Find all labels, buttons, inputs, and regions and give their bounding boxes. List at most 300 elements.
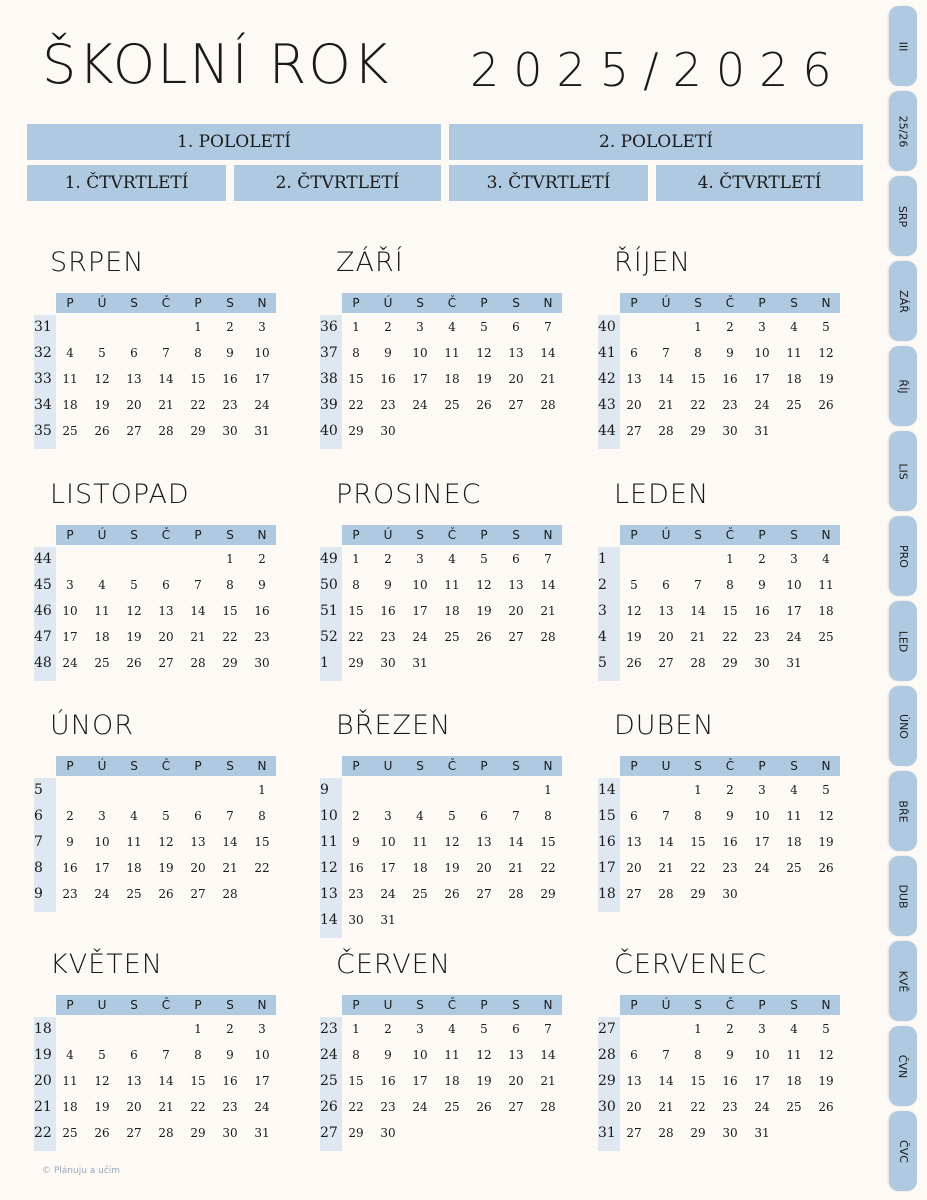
day-cell: 12 [158, 835, 174, 849]
day-cell: 29 [190, 424, 206, 438]
day-cell: 28 [222, 887, 238, 901]
day-cell: 1 [258, 783, 266, 797]
weekday-label: N [543, 528, 553, 542]
weekday-label: N [821, 759, 831, 773]
day-cell: 1 [194, 320, 202, 334]
week-number: 16 [598, 834, 616, 850]
day-cell: 3 [258, 320, 266, 334]
day-cell: 23 [348, 887, 364, 901]
week-number: 28 [598, 1047, 616, 1063]
day-cell: 19 [94, 1100, 110, 1114]
weekday-label: P [480, 759, 488, 773]
day-cell: 20 [508, 372, 524, 386]
week-number: 1 [598, 551, 607, 567]
day-cell: 23 [722, 1100, 738, 1114]
side-tabs [889, 0, 927, 1200]
day-cell: 5 [822, 320, 830, 334]
day-cell: 1 [544, 783, 552, 797]
day-cell: 16 [348, 861, 364, 875]
weekday-label: P [630, 296, 638, 310]
day-cell: 12 [818, 809, 834, 823]
day-cell: 11 [786, 809, 802, 823]
day-cell: 29 [690, 424, 706, 438]
day-cell: 8 [694, 809, 702, 823]
day-cell: 5 [98, 1048, 106, 1062]
week-number: 12 [320, 860, 338, 876]
day-cell: 29 [222, 656, 238, 670]
week-number: 9 [320, 782, 329, 798]
day-cell: 16 [62, 861, 78, 875]
day-cell: 22 [190, 1100, 206, 1114]
weekday-label: P [66, 998, 74, 1012]
day-cell: 3 [384, 809, 392, 823]
weekday-label: U [661, 759, 671, 773]
day-cell: 5 [822, 783, 830, 797]
day-cell: 14 [658, 1074, 674, 1088]
day-cell: 19 [126, 630, 142, 644]
day-cell: 29 [540, 887, 556, 901]
day-cell: 3 [758, 320, 766, 334]
weekday-label: N [543, 759, 553, 773]
weekday-label: P [480, 528, 488, 542]
day-cell: 25 [786, 861, 802, 875]
day-cell: 16 [222, 1074, 238, 1088]
day-cell: 21 [658, 398, 674, 412]
week-number: 9 [34, 886, 43, 902]
day-cell: 4 [448, 1022, 456, 1036]
weekday-label: N [821, 528, 831, 542]
day-cell: 9 [726, 809, 734, 823]
day-cell: 17 [754, 372, 770, 386]
tab-label: ŘÍJ [896, 378, 910, 394]
weekday-label: P [352, 528, 360, 542]
day-cell: 2 [758, 552, 766, 566]
day-cell: 18 [444, 372, 460, 386]
week-number: 47 [34, 629, 52, 645]
day-cell: 10 [412, 346, 428, 360]
day-cell: 14 [658, 835, 674, 849]
day-cell: 5 [98, 346, 106, 360]
weekday-label: Č [725, 998, 735, 1012]
tab-13[interactable] [889, 1026, 917, 1106]
day-cell: 10 [786, 578, 802, 592]
weekday-label: N [821, 998, 831, 1012]
quarter-4-bar: 4. ČTVRTLETÍ [656, 165, 863, 201]
day-cell: 20 [476, 861, 492, 875]
weekday-label: S [226, 759, 234, 773]
week-number: 51 [320, 603, 338, 619]
day-cell: 4 [130, 809, 138, 823]
weekday-label: S [416, 759, 424, 773]
day-cell: 4 [448, 320, 456, 334]
day-cell: 10 [754, 346, 770, 360]
day-cell: 17 [754, 1074, 770, 1088]
day-cell: 12 [94, 372, 110, 386]
week-number: 14 [598, 782, 616, 798]
tab-6[interactable] [889, 431, 917, 511]
month-name: KVĚTEN [50, 949, 163, 980]
day-cell: 17 [254, 1074, 270, 1088]
day-cell: 18 [412, 861, 428, 875]
day-cell: 9 [226, 1048, 234, 1062]
day-cell: 15 [690, 1074, 706, 1088]
day-cell: 29 [690, 887, 706, 901]
day-cell: 4 [416, 809, 424, 823]
day-cell: 11 [94, 604, 110, 618]
weekday-label: S [694, 296, 702, 310]
week-number: 38 [320, 371, 338, 387]
tab-4[interactable] [889, 261, 917, 341]
tab-label: BŘE [896, 799, 910, 823]
day-cell: 5 [162, 809, 170, 823]
day-cell: 22 [348, 1100, 364, 1114]
weekday-label: Ú [661, 998, 671, 1012]
day-cell: 17 [412, 604, 428, 618]
day-cell: 21 [658, 1100, 674, 1114]
day-cell: 26 [818, 861, 834, 875]
tab-11[interactable] [889, 856, 917, 936]
tab-9[interactable] [889, 686, 917, 766]
day-cell: 21 [158, 398, 174, 412]
weekday-label: Č [725, 759, 735, 773]
tab-label: ČVN [896, 1054, 910, 1078]
day-cell: 2 [384, 1022, 392, 1036]
day-cell: 28 [690, 656, 706, 670]
day-cell: 14 [658, 372, 674, 386]
week-number: 1 [320, 655, 329, 671]
day-cell: 23 [380, 398, 396, 412]
day-cell: 27 [626, 424, 642, 438]
weekday-label: N [257, 528, 267, 542]
day-cell: 7 [662, 346, 670, 360]
day-cell: 7 [544, 552, 552, 566]
day-cell: 23 [722, 398, 738, 412]
week-number: 44 [598, 423, 616, 439]
day-cell: 8 [226, 578, 234, 592]
tab-1[interactable] [889, 6, 917, 86]
day-cell: 5 [480, 320, 488, 334]
week-number: 24 [320, 1047, 338, 1063]
weekday-label: S [694, 759, 702, 773]
day-cell: 15 [348, 604, 364, 618]
day-cell: 30 [254, 656, 270, 670]
day-cell: 11 [62, 372, 78, 386]
day-cell: 21 [190, 630, 206, 644]
day-cell: 12 [818, 1048, 834, 1062]
weekday-label: P [480, 998, 488, 1012]
day-cell: 18 [126, 861, 142, 875]
day-cell: 4 [790, 320, 798, 334]
weekday-header [620, 525, 840, 545]
day-cell: 14 [508, 835, 524, 849]
quarter-1-bar: 1. ČTVRTLETÍ [27, 165, 226, 201]
day-cell: 18 [786, 835, 802, 849]
day-cell: 22 [190, 398, 206, 412]
day-cell: 2 [258, 552, 266, 566]
month-name: SRPEN [50, 247, 145, 278]
day-cell: 17 [380, 861, 396, 875]
day-cell: 24 [754, 398, 770, 412]
weekday-header [342, 525, 562, 545]
day-cell: 14 [540, 346, 556, 360]
week-number: 7 [34, 834, 43, 850]
day-cell: 15 [222, 604, 238, 618]
weekday-label: Ú [97, 528, 107, 542]
weekday-label: U [383, 759, 393, 773]
week-number: 40 [320, 423, 338, 439]
month-name: ÚNOR [50, 710, 134, 741]
day-cell: 23 [380, 630, 396, 644]
tab-3[interactable] [889, 176, 917, 256]
day-cell: 11 [786, 346, 802, 360]
day-cell: 19 [158, 861, 174, 875]
week-number: 42 [598, 371, 616, 387]
day-cell: 18 [786, 372, 802, 386]
week-number: 18 [34, 1021, 52, 1037]
weekday-label: S [694, 998, 702, 1012]
weekday-label: N [257, 296, 267, 310]
day-cell: 12 [626, 604, 642, 618]
day-cell: 10 [380, 835, 396, 849]
day-cell: 27 [508, 398, 524, 412]
weekday-label: P [758, 528, 766, 542]
weekday-label: S [226, 528, 234, 542]
day-cell: 20 [508, 1074, 524, 1088]
day-cell: 31 [380, 913, 396, 927]
day-cell: 25 [444, 630, 460, 644]
day-cell: 13 [626, 1074, 642, 1088]
day-cell: 1 [352, 320, 360, 334]
week-number: 39 [320, 397, 338, 413]
day-cell: 30 [722, 1126, 738, 1140]
day-cell: 12 [444, 835, 460, 849]
month-name: DUBEN [614, 710, 715, 741]
day-cell: 1 [352, 552, 360, 566]
weekday-header [342, 995, 562, 1015]
semester-1-bar: 1. POLOLETÍ [27, 124, 441, 160]
weekday-label: S [512, 528, 520, 542]
month-name: BŘEZEN [336, 710, 452, 741]
weekday-label: P [352, 998, 360, 1012]
day-cell: 29 [722, 656, 738, 670]
day-cell: 10 [62, 604, 78, 618]
week-number: 41 [598, 345, 616, 361]
weekday-label: Ú [383, 528, 393, 542]
month-name: ZÁŘÍ [336, 247, 404, 278]
day-cell: 28 [658, 887, 674, 901]
day-cell: 24 [254, 398, 270, 412]
day-cell: 7 [512, 809, 520, 823]
day-cell: 3 [758, 1022, 766, 1036]
day-cell: 8 [194, 1048, 202, 1062]
day-cell: 2 [384, 320, 392, 334]
day-cell: 6 [130, 1048, 138, 1062]
week-number: 31 [34, 319, 52, 335]
day-cell: 9 [726, 1048, 734, 1062]
school-year: 2025/2026 [470, 43, 846, 97]
day-cell: 18 [444, 1074, 460, 1088]
day-cell: 2 [66, 809, 74, 823]
day-cell: 28 [190, 656, 206, 670]
day-cell: 14 [158, 372, 174, 386]
day-cell: 22 [348, 630, 364, 644]
day-cell: 5 [630, 578, 638, 592]
weekday-label: S [416, 998, 424, 1012]
tab-10[interactable] [889, 771, 917, 851]
week-number: 17 [598, 860, 616, 876]
day-cell: 27 [476, 887, 492, 901]
day-cell: 15 [254, 835, 270, 849]
day-cell: 22 [348, 398, 364, 412]
day-cell: 29 [348, 656, 364, 670]
day-cell: 15 [690, 372, 706, 386]
day-cell: 25 [444, 398, 460, 412]
weekday-header [620, 995, 840, 1015]
day-cell: 7 [694, 578, 702, 592]
weekday-label: Ú [661, 296, 671, 310]
week-number: 22 [34, 1125, 52, 1141]
day-cell: 13 [126, 372, 142, 386]
day-cell: 13 [626, 835, 642, 849]
weekday-label: P [352, 296, 360, 310]
day-cell: 23 [754, 630, 770, 644]
day-cell: 9 [384, 1048, 392, 1062]
day-cell: 19 [476, 372, 492, 386]
weekday-label: Ú [383, 296, 393, 310]
tab-label: III [896, 41, 910, 51]
day-cell: 26 [818, 398, 834, 412]
day-cell: 21 [540, 604, 556, 618]
day-cell: 18 [62, 1100, 78, 1114]
day-cell: 4 [66, 1048, 74, 1062]
week-number: 23 [320, 1021, 338, 1037]
day-cell: 27 [658, 656, 674, 670]
day-cell: 13 [658, 604, 674, 618]
day-cell: 14 [190, 604, 206, 618]
tab-12[interactable] [889, 941, 917, 1021]
day-cell: 25 [62, 424, 78, 438]
week-number: 11 [320, 834, 338, 850]
day-cell: 19 [94, 398, 110, 412]
weekday-label: P [758, 998, 766, 1012]
day-cell: 13 [158, 604, 174, 618]
day-cell: 12 [476, 346, 492, 360]
tab-8[interactable] [889, 601, 917, 681]
day-cell: 26 [158, 887, 174, 901]
day-cell: 22 [722, 630, 738, 644]
day-cell: 15 [190, 1074, 206, 1088]
day-cell: 20 [158, 630, 174, 644]
day-cell: 9 [258, 578, 266, 592]
tab-5[interactable] [889, 346, 917, 426]
weekday-label: Č [447, 528, 457, 542]
day-cell: 23 [222, 398, 238, 412]
weekday-label: Č [161, 296, 171, 310]
day-cell: 9 [226, 346, 234, 360]
day-cell: 13 [508, 578, 524, 592]
tab-label: ČVC [896, 1139, 910, 1163]
day-cell: 9 [384, 346, 392, 360]
day-cell: 31 [412, 656, 428, 670]
day-cell: 9 [726, 346, 734, 360]
week-number: 44 [34, 551, 52, 567]
weekday-header [56, 756, 276, 776]
weekday-label: N [821, 296, 831, 310]
day-cell: 19 [444, 861, 460, 875]
day-cell: 6 [162, 578, 170, 592]
day-cell: 5 [480, 1022, 488, 1036]
day-cell: 7 [162, 1048, 170, 1062]
day-cell: 4 [66, 346, 74, 360]
day-cell: 3 [758, 783, 766, 797]
day-cell: 6 [630, 809, 638, 823]
day-cell: 7 [544, 320, 552, 334]
weekday-label: S [790, 296, 798, 310]
day-cell: 19 [818, 835, 834, 849]
day-cell: 26 [94, 1126, 110, 1140]
day-cell: 16 [380, 372, 396, 386]
weekday-label: Č [161, 759, 171, 773]
day-cell: 26 [476, 1100, 492, 1114]
weekday-header [56, 293, 276, 313]
day-cell: 21 [658, 861, 674, 875]
day-cell: 27 [626, 887, 642, 901]
weekday-label: N [543, 998, 553, 1012]
tab-label: SRP [896, 205, 910, 227]
quarter-3-bar: 3. ČTVRTLETÍ [449, 165, 648, 201]
day-cell: 14 [690, 604, 706, 618]
weekday-label: P [66, 528, 74, 542]
day-cell: 1 [352, 1022, 360, 1036]
week-number: 18 [598, 886, 616, 902]
day-cell: 7 [162, 346, 170, 360]
week-number: 30 [598, 1099, 616, 1115]
day-cell: 17 [254, 372, 270, 386]
week-number: 40 [598, 319, 616, 335]
day-cell: 11 [786, 1048, 802, 1062]
weekday-header [620, 756, 840, 776]
weekday-label: Č [447, 759, 457, 773]
day-cell: 12 [476, 578, 492, 592]
tab-2[interactable] [889, 91, 917, 171]
week-number: 27 [320, 1125, 338, 1141]
tab-label: ÚNO [896, 713, 910, 739]
tab-label: LIS [896, 462, 910, 480]
day-cell: 22 [690, 1100, 706, 1114]
week-number: 50 [320, 577, 338, 593]
weekday-label: S [130, 759, 138, 773]
weekday-label: P [480, 296, 488, 310]
day-cell: 11 [444, 1048, 460, 1062]
day-cell: 2 [726, 320, 734, 334]
week-number: 20 [34, 1073, 52, 1089]
day-cell: 13 [126, 1074, 142, 1088]
tab-label: PRO [896, 544, 910, 568]
weekday-label: P [66, 759, 74, 773]
week-number: 14 [320, 912, 338, 928]
tab-7[interactable] [889, 516, 917, 596]
weekday-label: P [194, 998, 202, 1012]
day-cell: 19 [818, 1074, 834, 1088]
day-cell: 6 [512, 320, 520, 334]
tab-14[interactable] [889, 1111, 917, 1191]
week-number: 43 [598, 397, 616, 413]
day-cell: 31 [254, 1126, 270, 1140]
day-cell: 21 [508, 861, 524, 875]
weekday-label: S [130, 296, 138, 310]
weekday-label: N [257, 759, 267, 773]
weekday-label: P [630, 528, 638, 542]
